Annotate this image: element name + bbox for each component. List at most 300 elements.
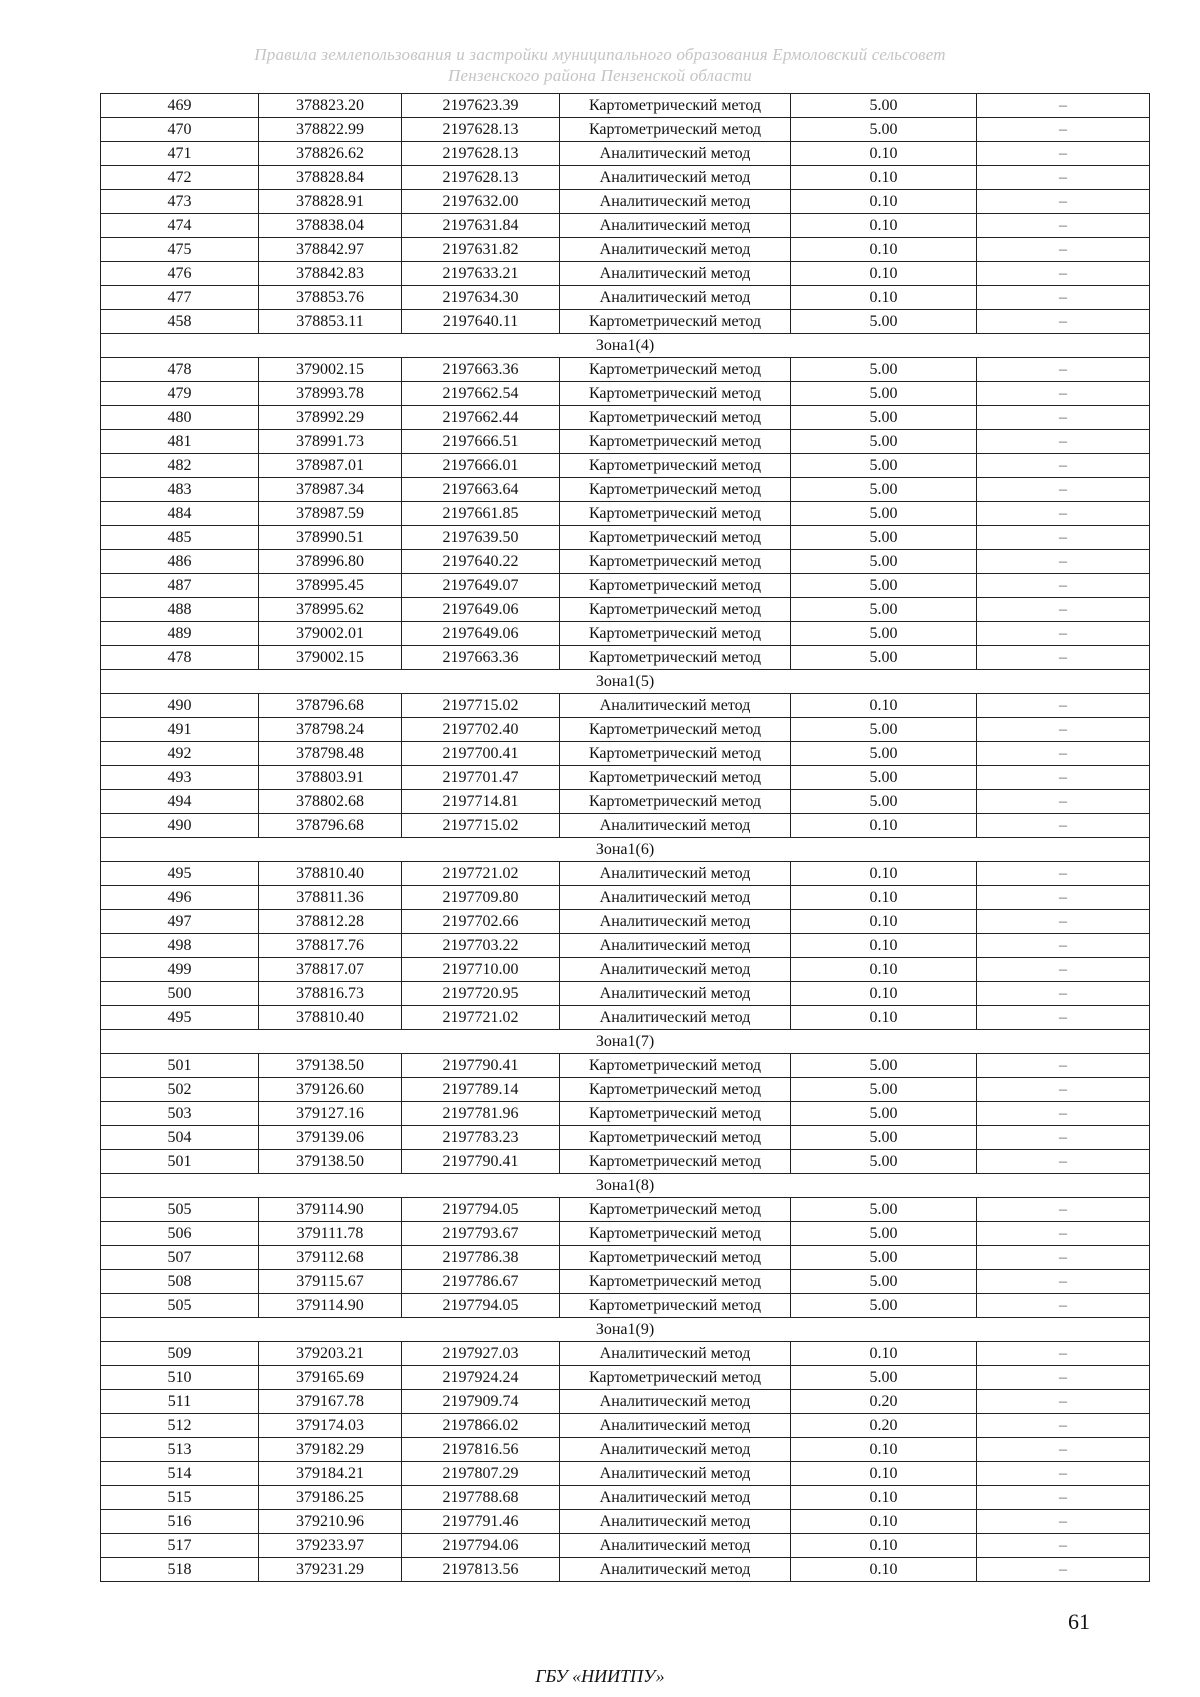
- method-cell: Аналитический метод: [560, 1534, 791, 1558]
- note-cell: –: [977, 142, 1150, 166]
- table-row: [101, 1486, 1150, 1510]
- point-number-cell: 469: [101, 94, 259, 118]
- point-number-cell: 512: [101, 1414, 259, 1438]
- y-coordinate-cell: 2197790.41: [402, 1150, 560, 1174]
- point-number-cell: 480: [101, 406, 259, 430]
- note-cell: –: [977, 1126, 1150, 1150]
- x-coordinate-cell: 378811.36: [259, 886, 402, 910]
- y-coordinate-cell: 2197924.24: [402, 1366, 560, 1390]
- method-cell: Аналитический метод: [560, 1342, 791, 1366]
- method-cell: Картометрический метод: [560, 1198, 791, 1222]
- y-coordinate-cell: 2197649.07: [402, 574, 560, 598]
- y-coordinate-cell: 2197786.38: [402, 1246, 560, 1270]
- accuracy-cell: 0.10: [791, 862, 977, 886]
- y-coordinate-cell: 2197788.68: [402, 1486, 560, 1510]
- note-cell: –: [977, 742, 1150, 766]
- point-number-cell: 499: [101, 958, 259, 982]
- table-row: [101, 1438, 1150, 1462]
- table-row: [101, 814, 1150, 838]
- x-coordinate-cell: 378817.07: [259, 958, 402, 982]
- point-number-cell: 511: [101, 1390, 259, 1414]
- method-cell: Картометрический метод: [560, 430, 791, 454]
- table-row: [101, 1462, 1150, 1486]
- x-coordinate-cell: 378816.73: [259, 982, 402, 1006]
- method-cell: Аналитический метод: [560, 142, 791, 166]
- note-cell: –: [977, 190, 1150, 214]
- table-row: [101, 1246, 1150, 1270]
- note-cell: –: [977, 1078, 1150, 1102]
- x-coordinate-cell: 378842.97: [259, 238, 402, 262]
- zone-label: Зона1(5): [101, 670, 1150, 694]
- accuracy-cell: 5.00: [791, 766, 977, 790]
- note-cell: –: [977, 1294, 1150, 1318]
- method-cell: Картометрический метод: [560, 550, 791, 574]
- y-coordinate-cell: 2197661.85: [402, 502, 560, 526]
- table-row: [101, 454, 1150, 478]
- accuracy-cell: 5.00: [791, 358, 977, 382]
- table-row: [101, 1414, 1150, 1438]
- zone-label: Зона1(7): [101, 1030, 1150, 1054]
- note-cell: –: [977, 1486, 1150, 1510]
- y-coordinate-cell: 2197793.67: [402, 1222, 560, 1246]
- point-number-cell: 500: [101, 982, 259, 1006]
- y-coordinate-cell: 2197640.22: [402, 550, 560, 574]
- x-coordinate-cell: 379233.97: [259, 1534, 402, 1558]
- y-coordinate-cell: 2197786.67: [402, 1270, 560, 1294]
- accuracy-cell: 0.20: [791, 1390, 977, 1414]
- x-coordinate-cell: 379210.96: [259, 1510, 402, 1534]
- note-cell: –: [977, 766, 1150, 790]
- method-cell: Картометрический метод: [560, 526, 791, 550]
- point-number-cell: 487: [101, 574, 259, 598]
- zone-header-row: [101, 838, 1150, 862]
- note-cell: –: [977, 598, 1150, 622]
- x-coordinate-cell: 378992.29: [259, 406, 402, 430]
- note-cell: –: [977, 430, 1150, 454]
- method-cell: Аналитический метод: [560, 262, 791, 286]
- x-coordinate-cell: 379114.90: [259, 1198, 402, 1222]
- point-number-cell: 504: [101, 1126, 259, 1150]
- y-coordinate-cell: 2197714.81: [402, 790, 560, 814]
- accuracy-cell: 0.10: [791, 1342, 977, 1366]
- note-cell: –: [977, 1102, 1150, 1126]
- accuracy-cell: 5.00: [791, 430, 977, 454]
- note-cell: –: [977, 1342, 1150, 1366]
- method-cell: Картометрический метод: [560, 1126, 791, 1150]
- point-number-cell: 506: [101, 1222, 259, 1246]
- method-cell: Аналитический метод: [560, 1438, 791, 1462]
- zone-header-row: [101, 334, 1150, 358]
- note-cell: –: [977, 310, 1150, 334]
- point-number-cell: 482: [101, 454, 259, 478]
- x-coordinate-cell: 379127.16: [259, 1102, 402, 1126]
- point-number-cell: 484: [101, 502, 259, 526]
- method-cell: Картометрический метод: [560, 1150, 791, 1174]
- note-cell: –: [977, 118, 1150, 142]
- x-coordinate-cell: 378995.62: [259, 598, 402, 622]
- coordinates-table-body: [101, 94, 1150, 1582]
- x-coordinate-cell: 378823.20: [259, 94, 402, 118]
- note-cell: –: [977, 814, 1150, 838]
- table-row: [101, 1534, 1150, 1558]
- method-cell: Аналитический метод: [560, 1510, 791, 1534]
- x-coordinate-cell: 379002.15: [259, 358, 402, 382]
- method-cell: Картометрический метод: [560, 406, 791, 430]
- accuracy-cell: 5.00: [791, 1270, 977, 1294]
- x-coordinate-cell: 379184.21: [259, 1462, 402, 1486]
- method-cell: Аналитический метод: [560, 1390, 791, 1414]
- y-coordinate-cell: 2197709.80: [402, 886, 560, 910]
- note-cell: –: [977, 862, 1150, 886]
- header-line-2: Пензенского района Пензенской области: [448, 66, 752, 85]
- note-cell: –: [977, 1438, 1150, 1462]
- note-cell: –: [977, 1006, 1150, 1030]
- y-coordinate-cell: 2197649.06: [402, 622, 560, 646]
- y-coordinate-cell: 2197813.56: [402, 1558, 560, 1582]
- x-coordinate-cell: 378796.68: [259, 814, 402, 838]
- note-cell: –: [977, 910, 1150, 934]
- point-number-cell: 518: [101, 1558, 259, 1582]
- y-coordinate-cell: 2197623.39: [402, 94, 560, 118]
- point-number-cell: 513: [101, 1438, 259, 1462]
- method-cell: Аналитический метод: [560, 982, 791, 1006]
- accuracy-cell: 0.10: [791, 886, 977, 910]
- y-coordinate-cell: 2197663.64: [402, 478, 560, 502]
- table-row: [101, 310, 1150, 334]
- accuracy-cell: 5.00: [791, 646, 977, 670]
- method-cell: Картометрический метод: [560, 622, 791, 646]
- accuracy-cell: 0.10: [791, 694, 977, 718]
- method-cell: Картометрический метод: [560, 382, 791, 406]
- x-coordinate-cell: 379002.15: [259, 646, 402, 670]
- method-cell: Картометрический метод: [560, 1102, 791, 1126]
- y-coordinate-cell: 2197632.00: [402, 190, 560, 214]
- method-cell: Картометрический метод: [560, 790, 791, 814]
- x-coordinate-cell: 378987.34: [259, 478, 402, 502]
- accuracy-cell: 0.10: [791, 1438, 977, 1462]
- y-coordinate-cell: 2197628.13: [402, 142, 560, 166]
- method-cell: Аналитический метод: [560, 238, 791, 262]
- note-cell: –: [977, 526, 1150, 550]
- accuracy-cell: 0.10: [791, 814, 977, 838]
- table-row: [101, 262, 1150, 286]
- table-row: [101, 574, 1150, 598]
- note-cell: –: [977, 1246, 1150, 1270]
- accuracy-cell: 0.10: [791, 982, 977, 1006]
- y-coordinate-cell: 2197631.84: [402, 214, 560, 238]
- zone-header-row: [101, 1318, 1150, 1342]
- x-coordinate-cell: 378987.59: [259, 502, 402, 526]
- x-coordinate-cell: 378798.24: [259, 718, 402, 742]
- point-number-cell: 473: [101, 190, 259, 214]
- table-row: [101, 718, 1150, 742]
- table-row: [101, 934, 1150, 958]
- x-coordinate-cell: 378995.45: [259, 574, 402, 598]
- point-number-cell: 517: [101, 1534, 259, 1558]
- note-cell: –: [977, 358, 1150, 382]
- accuracy-cell: 5.00: [791, 454, 977, 478]
- table-row: [101, 886, 1150, 910]
- table-row: [101, 694, 1150, 718]
- y-coordinate-cell: 2197703.22: [402, 934, 560, 958]
- note-cell: –: [977, 622, 1150, 646]
- table-row: [101, 406, 1150, 430]
- x-coordinate-cell: 378828.91: [259, 190, 402, 214]
- x-coordinate-cell: 379002.01: [259, 622, 402, 646]
- point-number-cell: 498: [101, 934, 259, 958]
- accuracy-cell: 5.00: [791, 550, 977, 574]
- accuracy-cell: 5.00: [791, 718, 977, 742]
- note-cell: –: [977, 502, 1150, 526]
- note-cell: –: [977, 694, 1150, 718]
- x-coordinate-cell: 379174.03: [259, 1414, 402, 1438]
- y-coordinate-cell: 2197639.50: [402, 526, 560, 550]
- method-cell: Картометрический метод: [560, 1246, 791, 1270]
- y-coordinate-cell: 2197710.00: [402, 958, 560, 982]
- method-cell: Картометрический метод: [560, 1294, 791, 1318]
- y-coordinate-cell: 2197816.56: [402, 1438, 560, 1462]
- table-row: [101, 526, 1150, 550]
- accuracy-cell: 5.00: [791, 1366, 977, 1390]
- table-row: [101, 118, 1150, 142]
- point-number-cell: 516: [101, 1510, 259, 1534]
- method-cell: Аналитический метод: [560, 166, 791, 190]
- table-row: [101, 790, 1150, 814]
- y-coordinate-cell: 2197807.29: [402, 1462, 560, 1486]
- accuracy-cell: 5.00: [791, 790, 977, 814]
- zone-label: Зона1(6): [101, 838, 1150, 862]
- running-header: [100, 44, 1100, 86]
- point-number-cell: 502: [101, 1078, 259, 1102]
- method-cell: Картометрический метод: [560, 1222, 791, 1246]
- note-cell: –: [977, 934, 1150, 958]
- y-coordinate-cell: 2197631.82: [402, 238, 560, 262]
- table-row: [101, 1510, 1150, 1534]
- method-cell: Картометрический метод: [560, 742, 791, 766]
- note-cell: –: [977, 958, 1150, 982]
- accuracy-cell: 0.10: [791, 214, 977, 238]
- x-coordinate-cell: 379138.50: [259, 1150, 402, 1174]
- note-cell: –: [977, 166, 1150, 190]
- x-coordinate-cell: 379167.78: [259, 1390, 402, 1414]
- accuracy-cell: 0.10: [791, 1558, 977, 1582]
- table-row: [101, 1102, 1150, 1126]
- method-cell: Картометрический метод: [560, 718, 791, 742]
- note-cell: –: [977, 1150, 1150, 1174]
- x-coordinate-cell: 378987.01: [259, 454, 402, 478]
- point-number-cell: 508: [101, 1270, 259, 1294]
- accuracy-cell: 5.00: [791, 622, 977, 646]
- point-number-cell: 503: [101, 1102, 259, 1126]
- method-cell: Аналитический метод: [560, 934, 791, 958]
- accuracy-cell: 0.10: [791, 1510, 977, 1534]
- x-coordinate-cell: 379111.78: [259, 1222, 402, 1246]
- point-number-cell: 509: [101, 1342, 259, 1366]
- accuracy-cell: 5.00: [791, 1150, 977, 1174]
- note-cell: –: [977, 1054, 1150, 1078]
- table-row: [101, 1006, 1150, 1030]
- point-number-cell: 489: [101, 622, 259, 646]
- method-cell: Картометрический метод: [560, 478, 791, 502]
- accuracy-cell: 0.10: [791, 1486, 977, 1510]
- method-cell: Картометрический метод: [560, 1366, 791, 1390]
- y-coordinate-cell: 2197781.96: [402, 1102, 560, 1126]
- method-cell: Аналитический метод: [560, 1558, 791, 1582]
- accuracy-cell: 0.10: [791, 190, 977, 214]
- note-cell: –: [977, 286, 1150, 310]
- point-number-cell: 476: [101, 262, 259, 286]
- zone-header-row: [101, 1174, 1150, 1198]
- table-row: [101, 382, 1150, 406]
- x-coordinate-cell: 378842.83: [259, 262, 402, 286]
- x-coordinate-cell: 379126.60: [259, 1078, 402, 1102]
- table-row: [101, 1294, 1150, 1318]
- table-row: [101, 766, 1150, 790]
- point-number-cell: 493: [101, 766, 259, 790]
- point-number-cell: 497: [101, 910, 259, 934]
- point-number-cell: 478: [101, 358, 259, 382]
- accuracy-cell: 5.00: [791, 1078, 977, 1102]
- note-cell: –: [977, 1558, 1150, 1582]
- accuracy-cell: 5.00: [791, 1222, 977, 1246]
- x-coordinate-cell: 379114.90: [259, 1294, 402, 1318]
- x-coordinate-cell: 378853.11: [259, 310, 402, 334]
- method-cell: Картометрический метод: [560, 118, 791, 142]
- accuracy-cell: 0.10: [791, 262, 977, 286]
- accuracy-cell: 5.00: [791, 1126, 977, 1150]
- note-cell: –: [977, 1462, 1150, 1486]
- note-cell: –: [977, 94, 1150, 118]
- x-coordinate-cell: 378796.68: [259, 694, 402, 718]
- x-coordinate-cell: 379165.69: [259, 1366, 402, 1390]
- table-row: [101, 502, 1150, 526]
- accuracy-cell: 5.00: [791, 742, 977, 766]
- x-coordinate-cell: 378810.40: [259, 1006, 402, 1030]
- method-cell: Аналитический метод: [560, 1414, 791, 1438]
- accuracy-cell: 0.10: [791, 934, 977, 958]
- accuracy-cell: 5.00: [791, 1198, 977, 1222]
- point-number-cell: 488: [101, 598, 259, 622]
- page-number: 61: [1068, 1609, 1090, 1634]
- method-cell: Аналитический метод: [560, 214, 791, 238]
- accuracy-cell: 5.00: [791, 598, 977, 622]
- x-coordinate-cell: 378828.84: [259, 166, 402, 190]
- y-coordinate-cell: 2197662.54: [402, 382, 560, 406]
- x-coordinate-cell: 378810.40: [259, 862, 402, 886]
- table-row: [101, 214, 1150, 238]
- method-cell: Аналитический метод: [560, 1486, 791, 1510]
- table-row: [101, 1342, 1150, 1366]
- point-number-cell: 474: [101, 214, 259, 238]
- point-number-cell: 505: [101, 1294, 259, 1318]
- point-number-cell: 492: [101, 742, 259, 766]
- page-footer: ГБУ «НИИТПУ»: [535, 1666, 665, 1686]
- y-coordinate-cell: 2197649.06: [402, 598, 560, 622]
- x-coordinate-cell: 379138.50: [259, 1054, 402, 1078]
- zone-label: Зона1(4): [101, 334, 1150, 358]
- accuracy-cell: 5.00: [791, 1054, 977, 1078]
- method-cell: Картометрический метод: [560, 94, 791, 118]
- coordinates-table: [100, 93, 1150, 1582]
- note-cell: –: [977, 382, 1150, 406]
- y-coordinate-cell: 2197790.41: [402, 1054, 560, 1078]
- x-coordinate-cell: 379186.25: [259, 1486, 402, 1510]
- y-coordinate-cell: 2197628.13: [402, 166, 560, 190]
- accuracy-cell: 0.10: [791, 958, 977, 982]
- table-row: [101, 1366, 1150, 1390]
- accuracy-cell: 0.10: [791, 142, 977, 166]
- point-number-cell: 501: [101, 1150, 259, 1174]
- x-coordinate-cell: 379182.29: [259, 1438, 402, 1462]
- y-coordinate-cell: 2197794.05: [402, 1294, 560, 1318]
- x-coordinate-cell: 378802.68: [259, 790, 402, 814]
- note-cell: –: [977, 1534, 1150, 1558]
- point-number-cell: 515: [101, 1486, 259, 1510]
- x-coordinate-cell: 378798.48: [259, 742, 402, 766]
- method-cell: Картометрический метод: [560, 310, 791, 334]
- table-row: [101, 742, 1150, 766]
- note-cell: –: [977, 1510, 1150, 1534]
- note-cell: –: [977, 1270, 1150, 1294]
- table-row: [101, 430, 1150, 454]
- y-coordinate-cell: 2197927.03: [402, 1342, 560, 1366]
- method-cell: Аналитический метод: [560, 886, 791, 910]
- y-coordinate-cell: 2197663.36: [402, 358, 560, 382]
- x-coordinate-cell: 378991.73: [259, 430, 402, 454]
- point-number-cell: 491: [101, 718, 259, 742]
- accuracy-cell: 0.10: [791, 166, 977, 190]
- y-coordinate-cell: 2197628.13: [402, 118, 560, 142]
- x-coordinate-cell: 378993.78: [259, 382, 402, 406]
- table-row: [101, 1054, 1150, 1078]
- x-coordinate-cell: 379139.06: [259, 1126, 402, 1150]
- method-cell: Картометрический метод: [560, 1270, 791, 1294]
- y-coordinate-cell: 2197663.36: [402, 646, 560, 670]
- table-row: [101, 958, 1150, 982]
- table-row: [101, 1558, 1150, 1582]
- y-coordinate-cell: 2197702.40: [402, 718, 560, 742]
- note-cell: –: [977, 478, 1150, 502]
- method-cell: Картометрический метод: [560, 766, 791, 790]
- point-number-cell: 475: [101, 238, 259, 262]
- x-coordinate-cell: 378996.80: [259, 550, 402, 574]
- method-cell: Картометрический метод: [560, 1054, 791, 1078]
- accuracy-cell: 0.10: [791, 1534, 977, 1558]
- zone-header-row: [101, 1030, 1150, 1054]
- x-coordinate-cell: 378838.04: [259, 214, 402, 238]
- table-row: [101, 646, 1150, 670]
- x-coordinate-cell: 378822.99: [259, 118, 402, 142]
- point-number-cell: 490: [101, 694, 259, 718]
- y-coordinate-cell: 2197640.11: [402, 310, 560, 334]
- table-row: [101, 982, 1150, 1006]
- x-coordinate-cell: 379231.29: [259, 1558, 402, 1582]
- point-number-cell: 458: [101, 310, 259, 334]
- method-cell: Аналитический метод: [560, 958, 791, 982]
- point-number-cell: 495: [101, 1006, 259, 1030]
- point-number-cell: 510: [101, 1366, 259, 1390]
- method-cell: Аналитический метод: [560, 814, 791, 838]
- x-coordinate-cell: 379112.68: [259, 1246, 402, 1270]
- note-cell: –: [977, 1366, 1150, 1390]
- method-cell: Аналитический метод: [560, 862, 791, 886]
- y-coordinate-cell: 2197866.02: [402, 1414, 560, 1438]
- table-row: [101, 1078, 1150, 1102]
- accuracy-cell: 0.10: [791, 238, 977, 262]
- table-row: [101, 1198, 1150, 1222]
- point-number-cell: 495: [101, 862, 259, 886]
- y-coordinate-cell: 2197791.46: [402, 1510, 560, 1534]
